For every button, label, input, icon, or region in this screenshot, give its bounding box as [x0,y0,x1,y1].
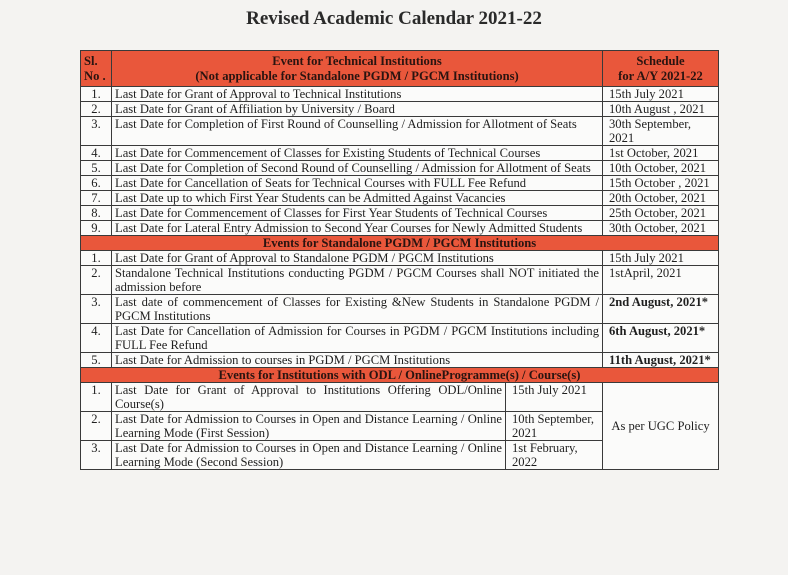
schedule-date: 15th October , 2021 [603,176,719,191]
schedule-date: 15th July 2021 [603,87,719,102]
schedule-header [603,51,719,87]
event-text: Last Date for Admission to courses in PGDM / PGCM Institutions [112,353,603,368]
row-number: 2. [81,102,112,117]
schedule-date: 15th July 2021 [603,251,719,266]
schedule-date: 11th August, 2021* [603,353,719,368]
table-row [81,117,719,146]
table-row [81,87,719,102]
event-text: Last Date for Completion of Second Round of Counselling / Admission for Allotment of Seats [112,161,603,176]
table-row [81,206,719,221]
event-header-title: Event for Technical Institutions [272,53,442,68]
table-row [81,324,719,353]
event-text: Last Date for Admission to Courses in Open and Distance Learning / Online Learning Mode (First Session) [112,412,506,441]
event-text: Last Date for Lateral Entry Admission to Second Year Courses for Newly Admitted Students [112,221,603,236]
event-header [112,51,603,87]
event-text: Last date of commencement of Classes for Existing &New Students in Standalone PGDM / PGCM Institutions [112,295,603,324]
ugc-policy-note: As per UGC Policy [603,383,719,470]
event-text: Last Date up to which First Year Students can be Admitted Against Vacancies [112,191,603,206]
row-number: 4. [81,146,112,161]
event-text: Last Date for Admission to Courses in Open and Distance Learning / Online Learning Mode (Second Session) [112,441,506,470]
table-header-row [81,51,719,87]
row-number: 1. [81,383,112,412]
academic-calendar-table [80,50,719,470]
schedule-header-title: Schedule [636,53,685,68]
schedule-date: 20th October, 2021 [603,191,719,206]
row-number: 2. [81,266,112,295]
table-row [81,161,719,176]
section-heading-row [81,236,719,251]
event-text: Last Date for Commencement of Classes for Existing Students of Technical Courses [112,146,603,161]
event-text: Last Date for Grant of Approval to Technical Institutions [112,87,603,102]
event-text: Last Date for Grant of Approval to Standalone PGDM / PGCM Institutions [112,251,603,266]
table-row [81,102,719,117]
row-number: 2. [81,412,112,441]
schedule-date: 10th August , 2021 [603,102,719,117]
row-number: 5. [81,353,112,368]
table-row [81,191,719,206]
row-number: 3. [81,295,112,324]
schedule-date: 30th October, 2021 [603,221,719,236]
row-number: 8. [81,206,112,221]
row-number: 6. [81,176,112,191]
row-number: 3. [81,441,112,470]
schedule-date: 1st February, 2022 [506,441,603,470]
table-row [81,221,719,236]
event-text: Last Date for Cancellation of Admission for Courses in PGDM / PGCM Institutions including FULL Fee Refund [112,324,603,353]
table-row [81,146,719,161]
table-row [81,266,719,295]
table-row [81,176,719,191]
event-text: Last Date for Cancellation of Seats for Technical Courses with FULL Fee Refund [112,176,603,191]
schedule-date: 10th October, 2021 [603,161,719,176]
schedule-date: 2nd August, 2021* [603,295,719,324]
schedule-date: 1st October, 2021 [603,146,719,161]
event-text: Last Date for Completion of First Round of Counselling / Admission for Allotment of Seats [112,117,603,146]
event-text: Standalone Technical Institutions conducting PGDM / PGCM Courses shall NOT initiated the admission before [112,266,603,295]
schedule-date: 10th September, 2021 [506,412,603,441]
table-row [81,353,719,368]
schedule-header-subtitle: for A/Y 2021-22 [618,68,703,83]
sl-no-header: Sl. No . [81,51,112,87]
row-number: 4. [81,324,112,353]
section-heading-pgdm: Events for Standalone PGDM / PGCM Institutions [81,236,719,251]
table-row [81,383,719,412]
table-row [81,251,719,266]
schedule-date: 30th September, 2021 [603,117,719,146]
table-row [81,295,719,324]
schedule-date: 1stApril, 2021 [603,266,719,295]
row-number: 9. [81,221,112,236]
section-heading-row [81,368,719,383]
row-number: 1. [81,251,112,266]
row-number: 5. [81,161,112,176]
row-number: 7. [81,191,112,206]
page-title: Revised Academic Calendar 2021-22 [246,8,542,29]
event-text: Last Date for Grant of Affiliation by University / Board [112,102,603,117]
row-number: 3. [81,117,112,146]
schedule-date: 25th October, 2021 [603,206,719,221]
event-header-subtitle: (Not applicable for Standalone PGDM / PGCM Institutions) [195,68,519,83]
row-number: 1. [81,87,112,102]
event-text: Last Date for Grant of Approval to Institutions Offering ODL/Online Course(s) [112,383,506,412]
schedule-date: 15th July 2021 [506,383,603,412]
event-text: Last Date for Commencement of Classes for First Year Students of Technical Courses [112,206,603,221]
schedule-date: 6th August, 2021* [603,324,719,353]
section-heading-odl: Events for Institutions with ODL / OnlineProgramme(s) / Course(s) [81,368,719,383]
